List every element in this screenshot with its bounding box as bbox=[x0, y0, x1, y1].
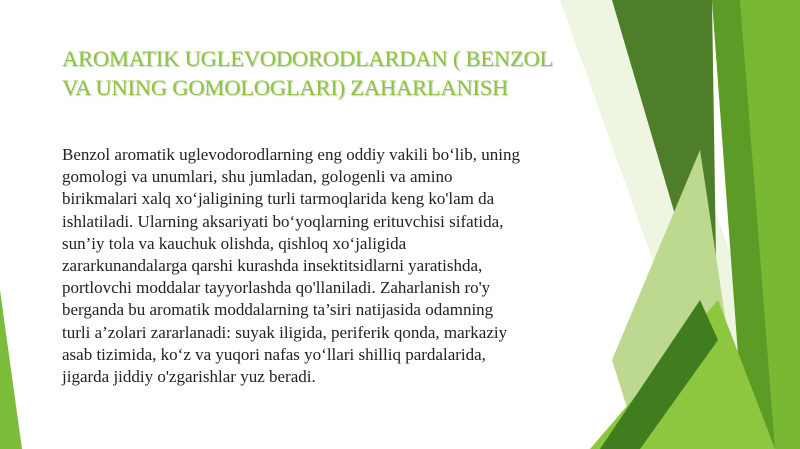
body-line-6: zararkunandalarga qarshi kurashda insektitsidlarni yaratishda, bbox=[62, 256, 483, 276]
body-line-5: sun’iy tola va kauchuk olishda, qishloq xo‘jaligida bbox=[62, 233, 407, 253]
body-line-8: berganda bu aromatik moddalarning ta’siri natijasida odamning bbox=[62, 300, 494, 320]
title-line-1: AROMATIK UGLEVODORODLARDAN ( BENZOL bbox=[62, 46, 554, 71]
body-line-3: birikmalari xalq xo‘jaligining turli tarmoqlarida keng ko'lam da bbox=[62, 189, 495, 209]
slide-title bbox=[62, 44, 622, 102]
title-line-2: VA UNING GOMOLOGLARI) ZAHARLANISH bbox=[62, 75, 509, 100]
body-line-1: Benzol aromatik uglevodorodlarning eng oddiy vakili bo‘lib, uning bbox=[62, 145, 520, 164]
slide-body-text bbox=[62, 144, 622, 388]
body-line-11: jigarda jiddiy o'zgarishlar yuz beradi. bbox=[62, 367, 316, 387]
body-line-9: turli a’zolari zararlanadi: suyak iligida, periferik qonda, markaziy bbox=[62, 322, 508, 342]
left-accent-stripe bbox=[0, 290, 22, 449]
body-line-7: portlovchi moddalar tayyorlashda qo'llaniladi. Zaharlanish ro'y bbox=[62, 278, 491, 298]
body-line-2: gomologi va unumlari, shu jumladan, gologenli va amino bbox=[62, 167, 453, 187]
body-line-10: asab tizimida, ko‘z va yuqori nafas yo‘llari shilliq pardalarida, bbox=[62, 344, 486, 364]
body-line-4: ishlatiladi. Ularning aksariyati bo‘yoqlarning erituvchisi sifatida, bbox=[62, 211, 504, 231]
